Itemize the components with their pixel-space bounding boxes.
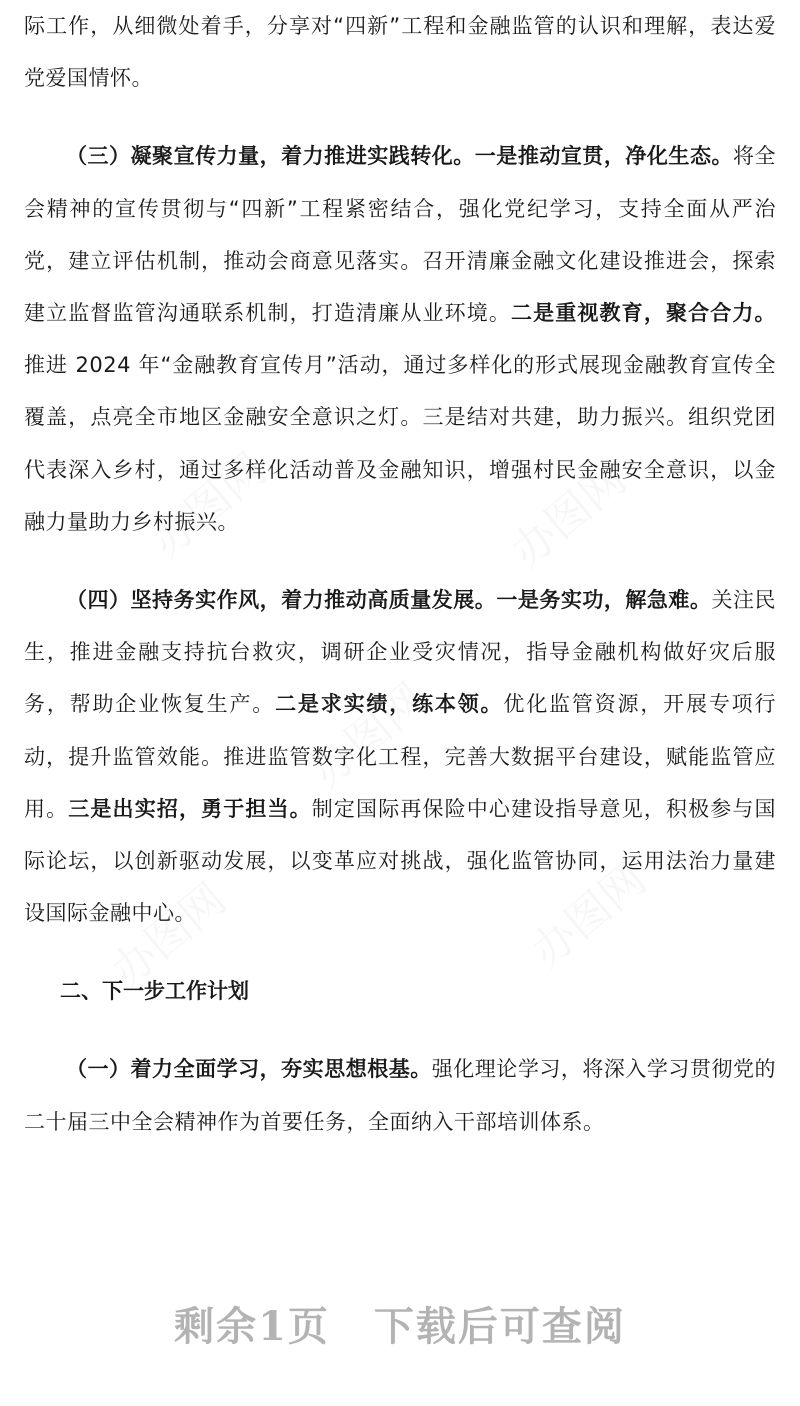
download-hint-label: 下载后可查阅 — [373, 1303, 626, 1350]
paragraph-text: 优化监管资源，开展专项行动，提升监管效能。推进监管数字化工程，完善大数据平台建设，赋能监管应用。 — [24, 692, 776, 821]
paragraph-heading: （一）着力全面学习，夯实思想根基。 — [66, 1057, 432, 1082]
paragraph-text: 关注民生，推进金融支持抗台救灾，调研企业受灾情况，指导金融机构做好灾后服务，帮助企业恢复生产。 — [24, 588, 776, 717]
paragraph-text: 强化理论学习，将深入学习贯彻党的二十届三中全会精神作为首要任务，全面纳入干部培训体系。 — [24, 1057, 776, 1134]
download-notice[interactable] — [0, 1295, 800, 1352]
section-heading: 二、下一步工作计划 — [60, 979, 249, 1004]
paragraph-gap — [24, 548, 776, 574]
paragraph-text: 制定国际再保险中心建设指导意见，积极参与国际论坛，以创新驱动发展，以变革应对挑战，强化监管协同，运用法治力量建设国际金融中心。 — [24, 796, 777, 926]
paragraph-heading: （四）坚持务实作风，着力推动高质量发展。 — [66, 588, 497, 613]
paragraph-continuation — [24, 0, 776, 104]
subpoint-heading: 二是求实绩，练本领。 — [275, 692, 504, 717]
subpoint-heading: 二是重视教育，聚合合力。 — [511, 301, 776, 326]
subpoint-heading: 三是出实招，勇于担当。 — [68, 796, 312, 821]
paragraph-gap — [24, 939, 776, 965]
document-body — [24, 0, 776, 1148]
remaining-pages-label: 剩余1页 — [174, 1303, 330, 1350]
paragraph-text: 将全会精神的宣传贯彻与“四新”工程紧密结合，强化党纪学习，支持全面从严治党，建立评估机制，推动会商意见落实。召开清廉金融文化建设推进会，探索建立监督监管沟通联系机制，打造清廉从业环境。 — [24, 144, 776, 326]
paragraph-gap — [24, 1017, 776, 1043]
paragraph-pragmatic — [24, 574, 776, 939]
subpoint-heading: 一是务实功，解急难。 — [496, 588, 712, 613]
paragraph-text: 际工作，从细微处着手，分享对“四新”工程和金融监管的认识和理解，表达爱党爱国情怀。 — [24, 14, 776, 91]
paragraph-text: 推进 2024 年“金融教育宣传月”活动，通过多样化的形式展现金融教育宣传全覆盖，点亮全市地区金融安全意识之灯。三是结对共建，助力振兴。组织党团代表深入乡村，通过多样化活动普及金融知识，增强村民金融安全意识，以金融力量助力乡村振兴。 — [24, 353, 776, 534]
paragraph-gap — [24, 104, 776, 130]
paragraph-heading: （三）凝聚宣传力量，着力推进实践转化。 — [66, 144, 475, 169]
subpoint-heading: 一是推动宣贯，净化生态。 — [474, 144, 733, 169]
paragraph-study — [24, 1043, 776, 1147]
paragraph-propaganda — [24, 130, 776, 548]
